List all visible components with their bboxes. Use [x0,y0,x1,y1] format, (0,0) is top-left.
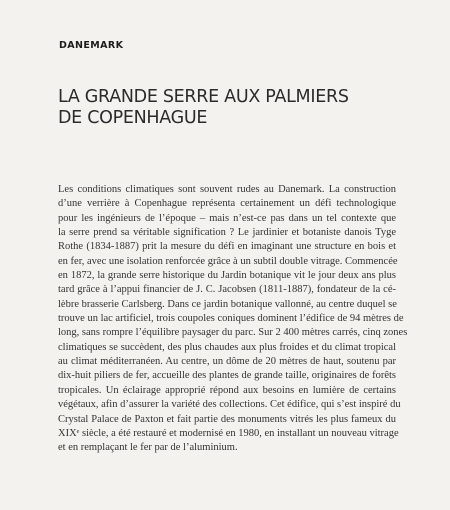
body-line: XIXᵉ siècle, a été restauré et modernisé en 1980, en installant un nouveau vitrage [58,427,399,439]
body-line: trouve un lac artificiel, trois coupoles coniques dominent l’édifice de 94 mètres de [58,313,404,325]
article-title [58,87,398,129]
body-line: et en remplaçant le fer par de l’aluminium. [58,442,238,454]
body-line: tropicales. Un éclairage approprié répond aux besoins en lumière de certains [58,384,396,396]
body-line: tard grâce à l’appui financier de J. C. Jacobsen (1811-1887), fondateur de la cé- [58,284,396,296]
body-line: au climat méditerranéen. Au centre, un dôme de 20 mètres de haut, soutenu par [58,356,396,368]
body-line: Crystal Palace de Paxton et fait partie des monuments vitrés les plus fameux du [58,413,396,425]
article-body [58,183,408,456]
body-line: en 1872, la grande serre historique du Jardin botanique vit le jour deux ans plus [58,270,396,282]
body-line: en fer, avec une isolation renforcée grâce à un subtil double vitrage. Commencée [58,255,398,267]
title-line: DE COPENHAGUE [58,108,208,128]
title-line: LA GRANDE SERRE AUX PALMIERS [58,87,349,107]
body-line: pour les ingénieurs de l’époque – mais n’est-ce pas dans un tel contexte que [58,212,396,224]
body-line: Rothe (1834-1887) prit la mesure du défi en imaginant une structure en bois et [58,241,396,253]
body-line: d’une verrière à Copenhague représenta certainement un défi technologique [58,198,396,210]
body-line: dix-huit piliers de fer, accueille des plantes de grande taille, originaires de forêts [58,370,396,382]
body-line: végétaux, afin d’assurer la variété des collections. Cet édifice, qui s’est inspiré du [58,399,401,411]
body-line: climatiques se succèdent, des plus chaudes aux plus froides et du climat tropical [58,341,396,353]
body-line: Les conditions climatiques sont souvent rudes au Danemark. La construction [58,184,396,195]
body-line: la serre prend sa véritable signification ? Le jardinier et botaniste danois Tyge [58,227,396,239]
section-label: DANEMARK [59,40,124,51]
body-line: long, sans rompre l’équilibre paysager du parc. Sur 2 400 mètres carrés, cinq zones [58,327,408,339]
body-line: lèbre brasserie Carlsberg. Dans ce jardin botanique vallonné, au centre duquel se [58,298,397,310]
